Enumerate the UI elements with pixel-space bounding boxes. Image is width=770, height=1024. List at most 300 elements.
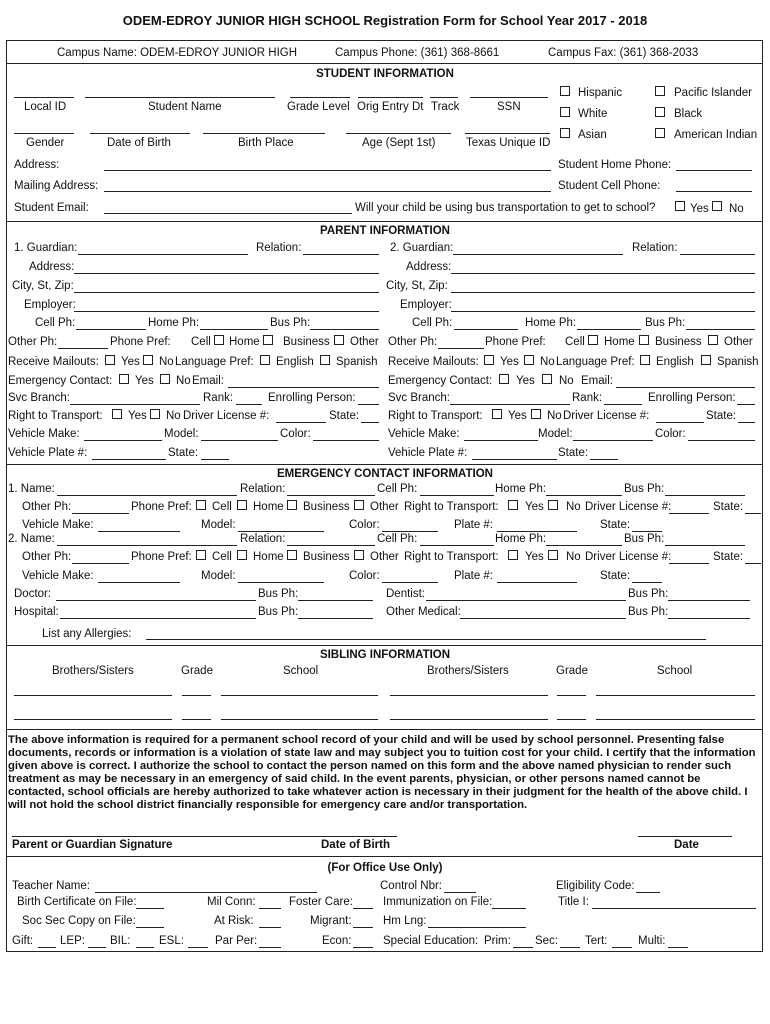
g1-plate-line[interactable] <box>92 459 166 460</box>
doctor-line[interactable] <box>56 600 256 601</box>
g1-other-ph-line[interactable] <box>58 348 108 349</box>
guardian1-label: 1. Guardian: <box>14 242 78 254</box>
ec1-relation-line[interactable] <box>287 495 375 496</box>
g2-make-line[interactable] <box>464 440 538 441</box>
g1-emergency-no-checkbox[interactable] <box>160 374 170 384</box>
g1-bus-line[interactable] <box>310 329 379 330</box>
g1-transport-no-label: No <box>166 410 181 422</box>
eligibility-line[interactable] <box>636 892 660 893</box>
lep-line[interactable] <box>88 947 106 948</box>
orig-entry-label: Orig Entry Dt <box>357 101 424 113</box>
ec2-plate-line[interactable] <box>497 582 577 583</box>
ec1-license-line[interactable] <box>669 513 709 514</box>
divider <box>6 464 763 465</box>
g2-home-line[interactable] <box>577 329 641 330</box>
mailing-line[interactable] <box>104 191 551 192</box>
immunization-label: Immunization on File: <box>383 896 493 908</box>
g1-english-checkbox[interactable] <box>260 355 270 365</box>
g1-svc-line[interactable] <box>70 404 200 405</box>
g1-email-label: Email: <box>192 375 224 387</box>
esl-line[interactable] <box>188 947 208 948</box>
mil-conn-label: Mil Conn: <box>207 896 256 908</box>
divider <box>6 645 763 646</box>
grade-line[interactable] <box>290 97 350 98</box>
form-border <box>6 40 763 952</box>
ec1-other-ph-label: Other Ph: <box>22 501 72 513</box>
ec1-cell-checkbox[interactable] <box>196 500 206 510</box>
form-title: ODEM-EDROY JUNIOR HIGH SCHOOL Registration Form for School Year 2017 - 2018 <box>122 13 648 28</box>
ec1-other-opt-label: Other <box>370 501 399 513</box>
g2-relation-line[interactable] <box>680 254 755 255</box>
guardian1-line[interactable] <box>78 254 248 255</box>
g2-phone-pref-label: Phone Pref: <box>485 336 546 348</box>
doctor-bus-line[interactable] <box>298 600 373 601</box>
ec2-home-line[interactable] <box>546 545 622 546</box>
campus-fax: Campus Fax: (361) 368-2033 <box>548 47 699 59</box>
ec1-state-line[interactable] <box>745 513 761 514</box>
ec1-state-label: State: <box>713 501 744 513</box>
g2-plate-line[interactable] <box>472 459 557 460</box>
g1-english-label: English <box>276 356 314 368</box>
birth-place-label: Birth Place <box>238 137 294 149</box>
ec1-other-ph-line[interactable] <box>72 513 129 514</box>
g2-plate-state-label: State: <box>558 447 589 459</box>
g1-cell-line[interactable] <box>76 329 146 330</box>
hospital-line[interactable] <box>60 618 256 619</box>
g1-emergency-yes-checkbox[interactable] <box>119 374 129 384</box>
ec2-state-label: State: <box>713 551 744 563</box>
ec1-bus-label: Bus Ph: <box>624 483 665 495</box>
ec1-transport-no-checkbox[interactable] <box>548 500 558 510</box>
american-indian-checkbox[interactable] <box>655 128 665 138</box>
ec2-plate-state-line[interactable] <box>632 582 662 583</box>
g2-bus-line[interactable] <box>686 329 755 330</box>
entry-line[interactable] <box>358 97 423 98</box>
birth-place-line[interactable] <box>203 133 325 134</box>
student-name-line[interactable] <box>85 97 275 98</box>
ec1-phone-pref-label: Phone Pref: <box>131 501 192 513</box>
g1-address-label: Address: <box>29 261 75 273</box>
g2-license-line[interactable] <box>656 422 704 423</box>
cell-phone-label: Student Cell Phone: <box>558 180 661 192</box>
ec1-bus-line[interactable] <box>665 495 745 496</box>
black-checkbox[interactable] <box>655 107 665 117</box>
date-line[interactable] <box>638 836 732 837</box>
g1-address-line[interactable] <box>74 273 379 274</box>
ec1-business-checkbox[interactable] <box>287 500 297 510</box>
g1-model-line[interactable] <box>201 440 278 441</box>
sibling-line[interactable] <box>390 695 548 696</box>
g2-make-label: Vehicle Make: <box>388 428 460 440</box>
prim-line[interactable] <box>513 947 533 948</box>
ec1-transport-yes-label: Yes <box>525 501 544 513</box>
divider <box>6 729 763 730</box>
legal-statement: The above information is required for a permanent school record of your child and will be used by school personnel. Presenting false documents, records or information is a violation of state law and may subject you to tuition cost for your child. I certify that the information given above is correct. I authorize the school to contact the person named on this form and the above named physician to render such treatment as may be necessary in an emergency of said child. In the event parents, physician, or other persons named cannot be contacted, school officials are hereby authorized to take whatever action is necessary in their judgment for the health of the above child. I will not hold the school district financially responsible for emergency care and/or transportation. <box>8 734 756 812</box>
sibling-line[interactable] <box>557 719 586 720</box>
multi-label: Multi: <box>638 935 666 947</box>
ec1-make-label: Vehicle Make: <box>22 519 94 531</box>
ec2-transport-label: Right to Transport: <box>404 551 499 563</box>
g1-email-line[interactable] <box>228 387 379 388</box>
esl-label: ESL: <box>159 935 184 947</box>
white-checkbox[interactable] <box>560 107 570 117</box>
local-id-line[interactable] <box>14 97 74 98</box>
ec1-transport-no-label: No <box>566 501 581 513</box>
g1-pref-other-label: Other <box>350 336 379 348</box>
sibling-line[interactable] <box>596 695 755 696</box>
g2-emergency-no-label: No <box>559 375 574 387</box>
ec1-plate-state-line[interactable] <box>632 531 662 532</box>
sibling-line[interactable] <box>14 695 172 696</box>
g2-mailouts-label: Receive Mailouts: <box>388 356 479 368</box>
mil-conn-line[interactable] <box>259 908 281 909</box>
hospital-bus-line[interactable] <box>298 618 373 619</box>
ec1-make-line[interactable] <box>98 531 180 532</box>
g2-color-label: Color: <box>655 428 686 440</box>
g2-other-ph-line[interactable] <box>438 348 484 349</box>
sibling-line[interactable] <box>221 719 378 720</box>
econ-label: Econ: <box>322 935 352 947</box>
g2-rank-line[interactable] <box>604 404 642 405</box>
foster-line[interactable] <box>353 908 373 909</box>
signature-dob-label: Date of Birth <box>321 839 390 851</box>
g1-license-label: Driver License #: <box>183 410 270 422</box>
ec2-name-label: 2. Name: <box>8 533 55 545</box>
g1-mailouts-no-label: No <box>159 356 174 368</box>
birth-cert-label: Birth Certificate on File: <box>17 896 137 908</box>
title1-line[interactable] <box>592 908 756 909</box>
g1-state-line[interactable] <box>361 422 379 423</box>
ssn-line[interactable] <box>470 97 548 98</box>
multi-line[interactable] <box>668 947 688 948</box>
ec2-transport-yes-checkbox[interactable] <box>508 550 518 560</box>
dentist-bus-line[interactable] <box>668 600 750 601</box>
g1-city-label: City, St, Zip: <box>12 280 74 292</box>
g1-pref-cell-label: Cell <box>191 336 211 348</box>
g2-english-checkbox[interactable] <box>640 355 650 365</box>
sibling-line[interactable] <box>182 719 211 720</box>
other-medical-bus-label: Bus Ph: <box>628 606 669 618</box>
g2-state-line[interactable] <box>738 422 755 423</box>
g1-color-label: Color: <box>280 428 311 440</box>
allergies-line[interactable] <box>146 639 706 640</box>
g2-enrolling-line[interactable] <box>737 404 755 405</box>
texas-id-line[interactable] <box>465 133 550 134</box>
ec1-plate-line[interactable] <box>497 531 577 532</box>
sibling-col-school-left: School <box>283 665 319 677</box>
g2-email-line[interactable] <box>616 387 755 388</box>
ec2-relation-label: Relation: <box>240 533 286 545</box>
ec2-license-line[interactable] <box>669 563 709 564</box>
ec1-name-label: 1. Name: <box>8 483 55 495</box>
doctor-bus-label: Bus Ph: <box>258 588 299 600</box>
sibling-line[interactable] <box>221 695 378 696</box>
ec1-name-line[interactable] <box>57 495 237 496</box>
soc-sec-line[interactable] <box>136 927 164 928</box>
g2-pref-business-checkbox[interactable] <box>708 335 718 345</box>
foster-label: Foster Care: <box>289 896 353 908</box>
hospital-label: Hospital: <box>14 606 59 618</box>
g1-transport-yes-checkbox[interactable] <box>112 409 122 419</box>
ec2-plate-state-label: State: <box>600 570 631 582</box>
cell-phone-line[interactable] <box>676 191 752 192</box>
ec2-cell-opt-label: Cell <box>212 551 232 563</box>
g2-transport-label: Right to Transport: <box>388 410 483 422</box>
sibling-line[interactable] <box>390 719 548 720</box>
sibling-line[interactable] <box>596 719 755 720</box>
g2-employer-line[interactable] <box>451 311 755 312</box>
mailing-label: Mailing Address: <box>14 180 99 192</box>
ec2-transport-no-checkbox[interactable] <box>548 550 558 560</box>
g1-color-line[interactable] <box>313 440 379 441</box>
ec2-license-label: Driver License #: <box>585 551 672 563</box>
dentist-line[interactable] <box>426 600 626 601</box>
g2-mailouts-yes-checkbox[interactable] <box>484 355 494 365</box>
g1-emergency-yes-label: Yes <box>135 375 154 387</box>
g2-svc-label: Svc Branch: <box>388 392 450 404</box>
allergies-label: List any Allergies: <box>42 628 132 640</box>
g1-spanish-checkbox[interactable] <box>320 355 330 365</box>
ec2-state-line[interactable] <box>745 563 761 564</box>
guardian2-line[interactable] <box>453 254 623 255</box>
g1-city-line[interactable] <box>74 292 379 293</box>
gift-line[interactable] <box>38 947 56 948</box>
g1-mailouts-no-checkbox[interactable] <box>143 355 153 365</box>
asian-label: Asian <box>578 129 607 141</box>
signature-label: Parent or Guardian Signature <box>12 839 173 851</box>
ec2-model-line[interactable] <box>238 582 324 583</box>
sibling-col-bs-left: Brothers/Sisters <box>52 665 134 677</box>
guardian2-label: 2. Guardian: <box>390 242 454 254</box>
eligibility-label: Eligibility Code: <box>556 880 635 892</box>
ec2-relation-line[interactable] <box>287 545 375 546</box>
ec2-transport-no-label: No <box>566 551 581 563</box>
g2-city-line[interactable] <box>451 292 755 293</box>
track-line[interactable] <box>430 97 458 98</box>
ec1-home-checkbox[interactable] <box>237 500 247 510</box>
g2-pref-home-checkbox[interactable] <box>639 335 649 345</box>
control-line[interactable] <box>444 892 476 893</box>
address-line[interactable] <box>104 170 551 171</box>
ec1-model-line[interactable] <box>238 531 324 532</box>
g1-model-label: Model: <box>164 428 199 440</box>
g2-emergency-no-checkbox[interactable] <box>542 374 552 384</box>
gender-line[interactable] <box>14 133 74 134</box>
g2-city-label: City, St, Zip: <box>386 280 448 292</box>
special-ed-label: Special Education: <box>383 935 479 947</box>
g1-pref-home-label: Home <box>229 336 260 348</box>
other-medical-line[interactable] <box>460 618 626 619</box>
other-medical-bus-line[interactable] <box>668 618 750 619</box>
ec1-transport-yes-checkbox[interactable] <box>508 500 518 510</box>
g2-spanish-label: Spanish <box>717 356 759 368</box>
g1-license-line[interactable] <box>276 422 326 423</box>
ec1-other-checkbox[interactable] <box>354 500 364 510</box>
g1-enrolling-label: Enrolling Person: <box>268 392 356 404</box>
home-phone-label: Student Home Phone: <box>558 159 672 171</box>
title1-label: Title I: <box>558 896 589 908</box>
email-line[interactable] <box>104 213 352 214</box>
hospital-bus-label: Bus Ph: <box>258 606 299 618</box>
g2-license-label: Driver License #: <box>563 410 650 422</box>
g2-plate-state-line[interactable] <box>590 459 618 460</box>
g1-employer-line[interactable] <box>74 311 379 312</box>
ec2-cell-checkbox[interactable] <box>196 550 206 560</box>
ec2-plate-label: Plate #: <box>454 570 493 582</box>
ec2-business-checkbox[interactable] <box>287 550 297 560</box>
age-line[interactable] <box>346 133 451 134</box>
g1-employer-label: Employer: <box>24 299 76 311</box>
g2-english-label: English <box>656 356 694 368</box>
signature-line[interactable] <box>12 836 397 837</box>
ec1-color-line[interactable] <box>382 531 438 532</box>
campus-phone: Campus Phone: (361) 368-8661 <box>335 47 500 59</box>
doctor-label: Doctor: <box>14 588 52 600</box>
g2-address-line[interactable] <box>451 273 755 274</box>
office-header: (For Office Use Only) <box>327 862 443 874</box>
g1-plate-label: Vehicle Plate #: <box>8 447 88 459</box>
white-label: White <box>578 108 608 120</box>
g1-state-label: State: <box>329 410 360 422</box>
g1-pref-business-label: Business <box>283 336 330 348</box>
bus-question: Will your child be using bus transportation to get to school? <box>355 202 656 214</box>
g2-spanish-checkbox[interactable] <box>701 355 711 365</box>
ec2-other-checkbox[interactable] <box>354 550 364 560</box>
par-per-label: Par Per: <box>215 935 258 947</box>
ec2-name-line[interactable] <box>57 545 237 546</box>
ec2-model-label: Model: <box>201 570 236 582</box>
ec1-plate-state-label: State: <box>600 519 631 531</box>
campus-name: Campus Name: ODEM-EDROY JUNIOR HIGH <box>57 47 298 59</box>
g1-other-ph-label: Other Ph: <box>8 336 58 348</box>
g2-color-line[interactable] <box>688 440 755 441</box>
tert-line[interactable] <box>612 947 632 948</box>
g2-employer-label: Employer: <box>400 299 452 311</box>
g1-mailouts-yes-checkbox[interactable] <box>105 355 115 365</box>
g2-other-ph-label: Other Ph: <box>388 336 438 348</box>
ec2-color-label: Color: <box>349 570 380 582</box>
ec2-home-checkbox[interactable] <box>237 550 247 560</box>
asian-checkbox[interactable] <box>560 128 570 138</box>
g1-spanish-label: Spanish <box>336 356 378 368</box>
control-label: Control Nbr: <box>380 880 442 892</box>
g1-plate-state-label: State: <box>168 447 199 459</box>
ec1-license-label: Driver License #: <box>585 501 672 513</box>
g2-rank-label: Rank: <box>572 392 603 404</box>
ec1-home-line[interactable] <box>546 495 622 496</box>
g1-rank-line[interactable] <box>236 404 262 405</box>
g1-pref-home-checkbox[interactable] <box>263 335 273 345</box>
tert-label: Tert: <box>585 935 608 947</box>
g2-emergency-yes-checkbox[interactable] <box>499 374 509 384</box>
ec2-bus-line[interactable] <box>665 545 745 546</box>
dob-label: Date of Birth <box>107 137 171 149</box>
g2-pref-cell-checkbox[interactable] <box>588 335 598 345</box>
divider <box>6 856 763 857</box>
econ-line[interactable] <box>353 947 373 948</box>
bus-yes-label: Yes <box>690 203 709 215</box>
teacher-line[interactable] <box>95 892 317 893</box>
dentist-label: Dentist: <box>386 588 425 600</box>
home-phone-line[interactable] <box>676 170 752 171</box>
g2-email-label: Email: <box>581 375 613 387</box>
sibling-line[interactable] <box>14 719 172 720</box>
ec2-cell-line[interactable] <box>420 545 494 546</box>
bus-yes-checkbox[interactable] <box>675 201 685 211</box>
birth-cert-line[interactable] <box>136 908 164 909</box>
bus-no-checkbox[interactable] <box>712 201 722 211</box>
ec1-home-label: Home Ph: <box>495 483 547 495</box>
pacific-islander-checkbox[interactable] <box>655 86 665 96</box>
bus-no-label: No <box>729 203 744 215</box>
g2-mailouts-no-checkbox[interactable] <box>524 355 534 365</box>
hispanic-checkbox[interactable] <box>560 86 570 96</box>
other-medical-label: Other Medical: <box>386 606 461 618</box>
at-risk-label: At Risk: <box>214 915 254 927</box>
g2-cell-line[interactable] <box>454 329 518 330</box>
g2-plate-label: Vehicle Plate #: <box>388 447 468 459</box>
ec2-color-line[interactable] <box>382 582 438 583</box>
g2-transport-no-checkbox[interactable] <box>531 409 541 419</box>
g1-make-line[interactable] <box>84 440 162 441</box>
sibling-line[interactable] <box>557 695 586 696</box>
migrant-line[interactable] <box>353 927 373 928</box>
g2-pref-home-label: Home <box>604 336 635 348</box>
ec1-home-opt-label: Home <box>253 501 284 513</box>
ec2-other-ph-line[interactable] <box>72 563 129 564</box>
g1-transport-no-checkbox[interactable] <box>150 409 160 419</box>
g1-relation-line[interactable] <box>303 254 379 255</box>
g2-lang-label: Language Pref: <box>556 356 635 368</box>
ec2-home-label: Home Ph: <box>495 533 547 545</box>
ec2-make-line[interactable] <box>98 582 180 583</box>
gender-label: Gender <box>26 137 65 149</box>
email-label: Student Email: <box>14 202 89 214</box>
sec-label: Sec: <box>535 935 559 947</box>
par-per-line[interactable] <box>259 947 281 948</box>
g1-pref-business-checkbox[interactable] <box>334 335 344 345</box>
immunization-line[interactable] <box>492 908 526 909</box>
sibling-col-grade-left: Grade <box>181 665 213 677</box>
g1-pref-cell-checkbox[interactable] <box>214 335 224 345</box>
g2-model-line[interactable] <box>573 440 653 441</box>
g1-svc-label: Svc Branch: <box>8 392 70 404</box>
g1-home-line[interactable] <box>200 329 268 330</box>
prim-label: Prim: <box>484 935 511 947</box>
migrant-label: Migrant: <box>310 915 352 927</box>
divider <box>6 63 763 64</box>
ec2-bus-label: Bus Ph: <box>624 533 665 545</box>
sec-line[interactable] <box>560 947 580 948</box>
gift-label: Gift: <box>12 935 34 947</box>
sibling-line[interactable] <box>182 695 211 696</box>
at-risk-line[interactable] <box>259 927 281 928</box>
g2-address-label: Address: <box>406 261 452 273</box>
dob-line[interactable] <box>90 133 190 134</box>
g1-plate-state-line[interactable] <box>201 459 229 460</box>
hm-lng-line[interactable] <box>428 927 526 928</box>
teacher-label: Teacher Name: <box>12 880 90 892</box>
ec1-cell-line[interactable] <box>420 495 494 496</box>
g2-svc-line[interactable] <box>450 404 570 405</box>
g2-transport-yes-label: Yes <box>508 410 527 422</box>
g2-pref-business-label: Business <box>655 336 702 348</box>
g2-enrolling-label: Enrolling Person: <box>648 392 736 404</box>
bil-line[interactable] <box>136 947 154 948</box>
g1-enrolling-line[interactable] <box>358 404 379 405</box>
ec2-cell-label: Cell Ph: <box>377 533 418 545</box>
g2-transport-yes-checkbox[interactable] <box>492 409 502 419</box>
